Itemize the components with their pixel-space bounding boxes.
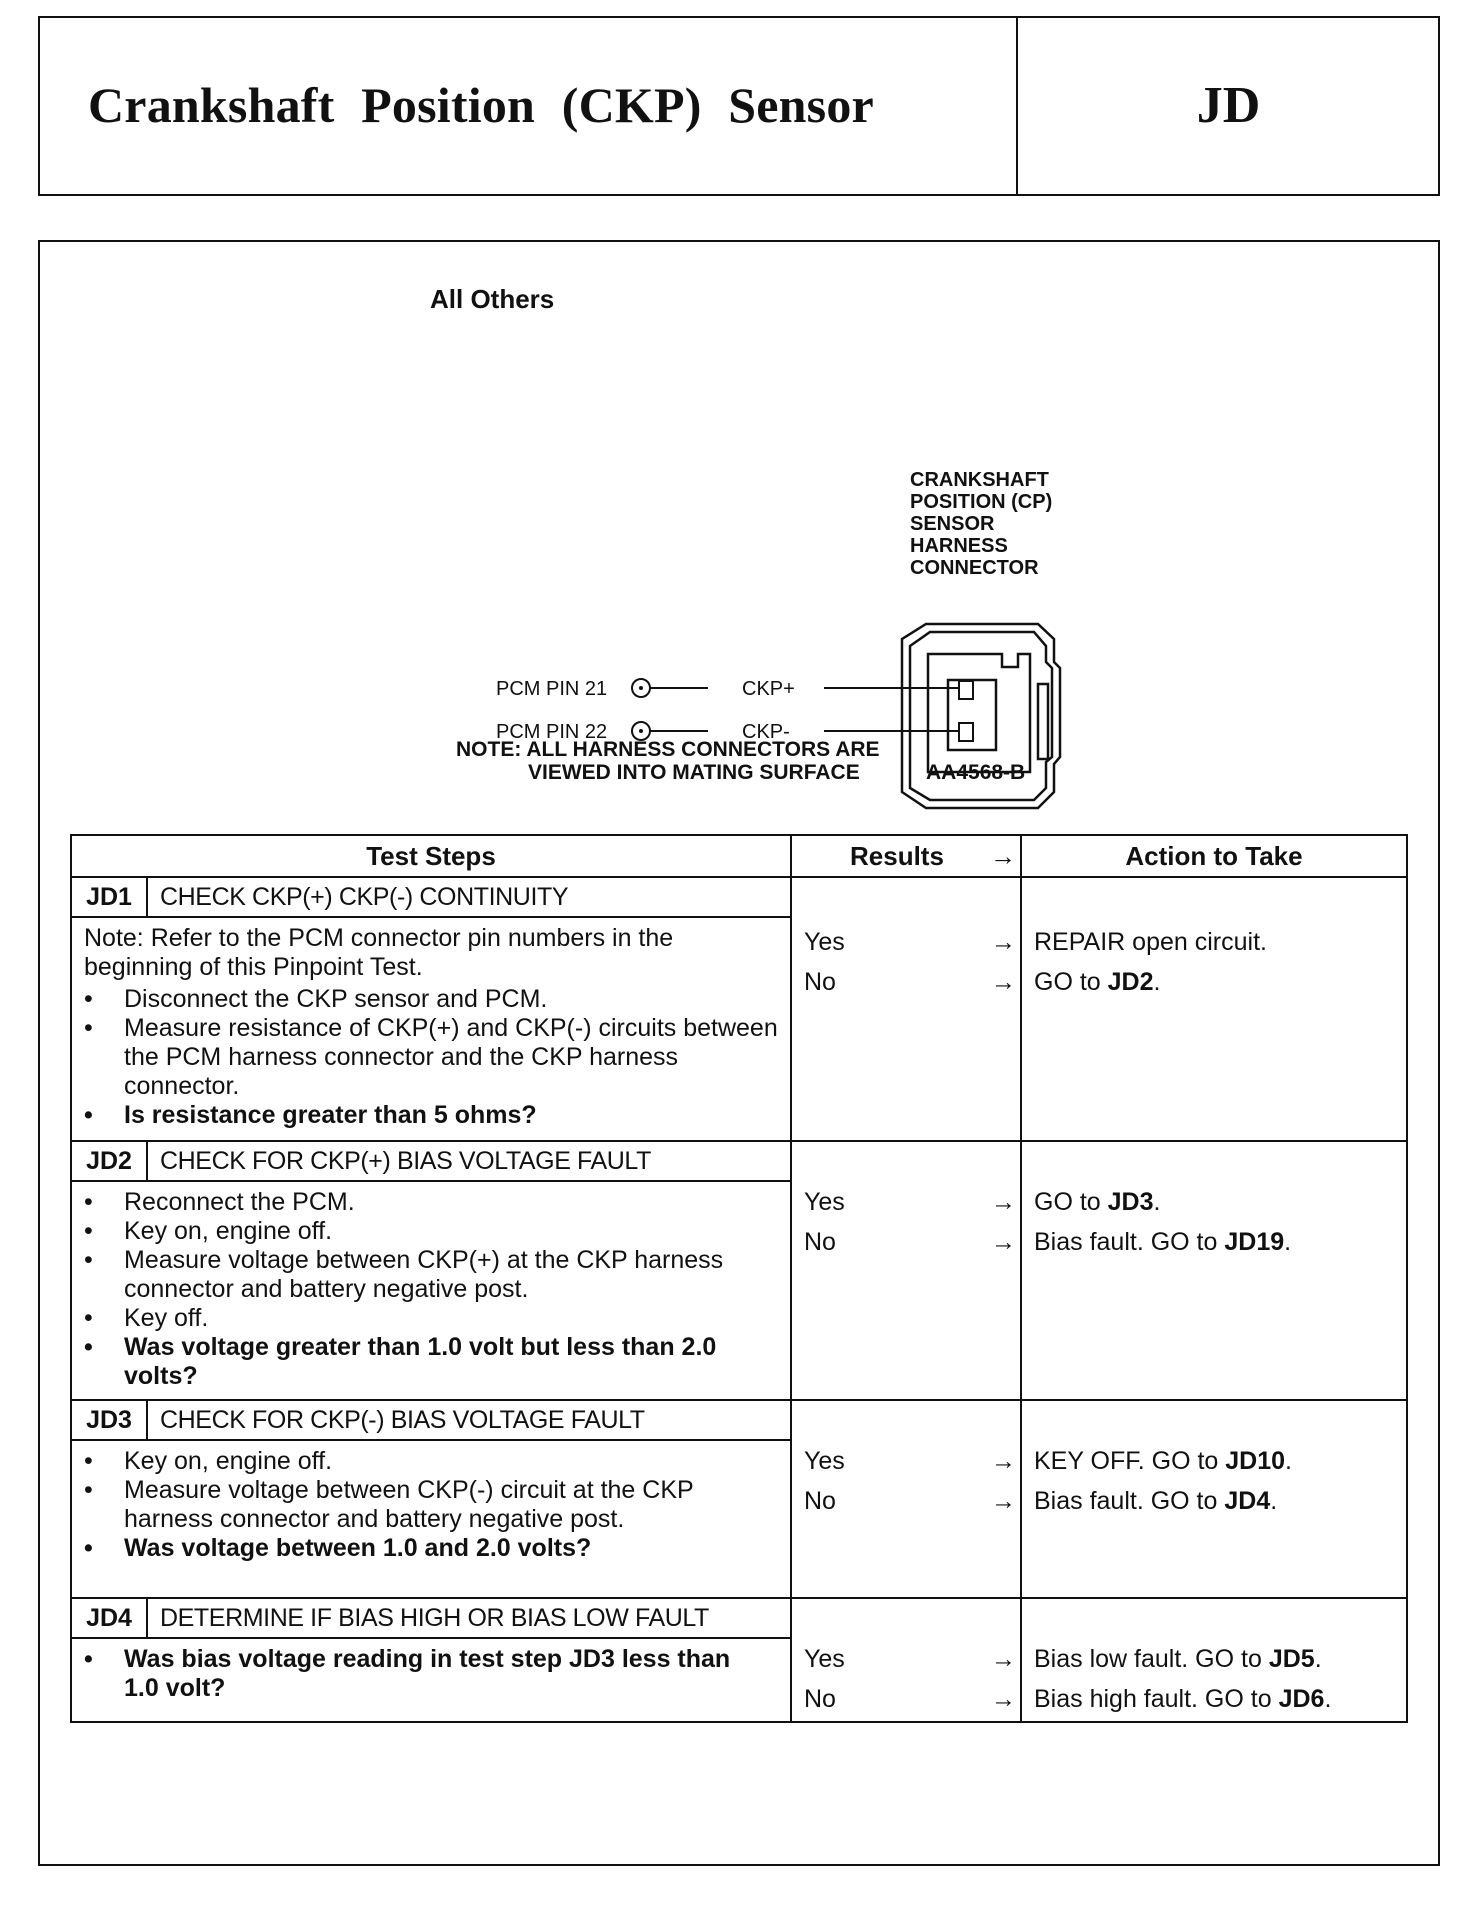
- header-divider: [1016, 18, 1018, 194]
- action-cell: [1022, 1599, 1406, 1721]
- action-tail: .: [1324, 1685, 1332, 1713]
- connector-label-line: CONNECTOR: [910, 557, 1039, 579]
- results-cell: [792, 878, 1022, 1140]
- result-label: Yes: [804, 928, 845, 956]
- signal-label: CKP+: [742, 678, 795, 700]
- step-title-bar: [72, 1401, 790, 1441]
- results-cell: [792, 1401, 1022, 1597]
- result-yes: [804, 1639, 1016, 1679]
- step-cell: [72, 1401, 792, 1597]
- step-title-bar: [72, 1142, 790, 1182]
- table-row: [72, 1401, 1406, 1599]
- arrow-right-icon: →: [991, 1645, 1016, 1673]
- pcm-pin-label: PCM PIN 22: [496, 721, 608, 743]
- step-title: CHECK FOR CKP(+) BIAS VOLTAGE FAULT: [160, 1147, 651, 1175]
- step-bullet: • Key on, engine off.: [84, 1217, 778, 1246]
- step-id: JD1: [72, 878, 148, 916]
- connector-label-line: CRANKSHAFT: [910, 469, 1049, 491]
- figure-subtitle: All Others: [430, 284, 555, 314]
- pin-terminal-dot: [639, 686, 643, 690]
- step-bullet: • Reconnect the PCM.: [84, 1188, 778, 1217]
- header-results: [792, 836, 1022, 876]
- result-label: Yes: [804, 1447, 845, 1475]
- signal-label: CKP-: [742, 721, 790, 743]
- action-text: [1034, 1679, 1331, 1719]
- step-cell: [72, 1599, 792, 1721]
- step-bullet: • Measure resistance of CKP(+) and CKP(-) circuits between the PCM harness connector and the CKP harness connector.: [84, 1014, 778, 1101]
- step-body: [72, 1182, 790, 1399]
- result-label: No: [804, 1487, 836, 1515]
- arrow-right-icon: →: [991, 1188, 1016, 1216]
- step-title-bar: [72, 878, 790, 918]
- pin-terminal-dot: [639, 729, 643, 733]
- action-text: [1034, 962, 1160, 1002]
- step-body: [72, 918, 790, 1138]
- step-id: JD2: [72, 1142, 148, 1180]
- page-header: [38, 16, 1440, 196]
- step-reference: JD10: [1225, 1447, 1286, 1475]
- table-header: [72, 836, 1406, 878]
- connector-label-line: POSITION (CP): [910, 491, 1053, 513]
- step-reference: JD19: [1224, 1228, 1285, 1256]
- step-question: • Was voltage between 1.0 and 2.0 volts?: [84, 1534, 778, 1563]
- page-title: Crankshaft Position (CKP) Sensor: [88, 77, 874, 133]
- connector-pin-cavity: [959, 723, 973, 741]
- table-row: [72, 1599, 1406, 1721]
- action-tail: .: [1285, 1447, 1292, 1475]
- action-text: [1034, 1639, 1322, 1679]
- action-label: GO to: [1034, 968, 1108, 996]
- step-title: CHECK CKP(+) CKP(-) CONTINUITY: [160, 883, 569, 911]
- results-cell: [792, 1142, 1022, 1399]
- action-text: [1034, 1182, 1160, 1222]
- step-question: • Was bias voltage reading in test step JD3 less than 1.0 volt?: [84, 1645, 778, 1703]
- step-note: Note: Refer to the PCM connector pin numbers in the beginning of this Pinpoint Test.: [84, 924, 674, 981]
- step-question: • Is resistance greater than 5 ohms?: [84, 1101, 778, 1130]
- step-title-bar: [72, 1599, 790, 1639]
- result-no: [804, 962, 1016, 1002]
- step-id: JD3: [72, 1401, 148, 1439]
- step-bullet: • Key on, engine off.: [84, 1447, 778, 1476]
- header-action: Action to Take: [1125, 841, 1303, 871]
- arrow-right-icon: →: [991, 928, 1016, 956]
- step-reference: JD4: [1224, 1487, 1271, 1515]
- result-no: [804, 1481, 1016, 1521]
- action-label: Bias high fault. GO to: [1034, 1685, 1279, 1713]
- step-bullet: • Key off.: [84, 1304, 778, 1333]
- action-label: Bias fault. GO to: [1034, 1487, 1225, 1515]
- action-tail: .: [1314, 1645, 1322, 1673]
- action-text: [1034, 1222, 1291, 1262]
- figure-note: [456, 738, 880, 784]
- test-steps-table: [70, 834, 1408, 1723]
- result-label: No: [804, 1685, 836, 1713]
- result-no: [804, 1679, 1016, 1719]
- table-row: [72, 1142, 1406, 1401]
- step-body: [72, 1639, 790, 1711]
- arrow-right-icon: →: [991, 1685, 1016, 1713]
- connector-label-line: HARNESS: [910, 535, 1008, 557]
- action-label: GO to: [1034, 1188, 1108, 1216]
- results-cell: [792, 1599, 1022, 1721]
- action-tail: .: [1153, 968, 1161, 996]
- step-body: [72, 1441, 790, 1571]
- arrow-right-icon: →: [990, 841, 1016, 871]
- header-test-steps: Test Steps: [72, 836, 792, 876]
- arrow-right-icon: →: [991, 1487, 1016, 1515]
- action-text: [1034, 1481, 1277, 1521]
- figure-note-line: NOTE: ALL HARNESS CONNECTORS ARE: [456, 738, 880, 761]
- connector-pin-cavity: [959, 681, 973, 699]
- action-text: [1034, 1441, 1292, 1481]
- arrow-right-icon: →: [991, 968, 1016, 996]
- step-cell: [72, 878, 792, 1140]
- action-tail: .: [1153, 1188, 1161, 1216]
- result-yes: [804, 1182, 1016, 1222]
- arrow-right-icon: →: [991, 1447, 1016, 1475]
- step-question: • Was voltage greater than 1.0 volt but less than 2.0 volts?: [84, 1333, 778, 1391]
- action-label: KEY OFF. GO to: [1034, 1447, 1226, 1475]
- figure-note-line: VIEWED INTO MATING SURFACE: [528, 761, 860, 784]
- step-title: CHECK FOR CKP(-) BIAS VOLTAGE FAULT: [160, 1406, 645, 1434]
- table-row: [72, 878, 1406, 1142]
- step-reference: JD5: [1268, 1645, 1315, 1673]
- action-tail: .: [1270, 1487, 1278, 1515]
- step-bullet: • Measure voltage between CKP(+) at the CKP harness connector and battery negative post.: [84, 1246, 778, 1304]
- connector-label-line: SENSOR: [910, 513, 995, 535]
- pcm-pin-label: PCM PIN 21: [496, 678, 608, 700]
- action-label: Bias fault. GO to: [1034, 1228, 1225, 1256]
- action-cell: [1022, 878, 1406, 1140]
- content-panel: [38, 240, 1440, 1866]
- action-label: REPAIR open circuit.: [1034, 928, 1267, 956]
- action-label: Bias low fault. GO to: [1034, 1645, 1269, 1673]
- connector-diagram: [440, 362, 1080, 862]
- action-cell: [1022, 1142, 1406, 1399]
- result-yes: [804, 922, 1016, 962]
- step-title: DETERMINE IF BIAS HIGH OR BIAS LOW FAULT: [160, 1604, 709, 1632]
- action-cell: [1022, 1401, 1406, 1597]
- figure-id: AA4568-B: [926, 761, 1026, 784]
- arrow-right-icon: →: [991, 1228, 1016, 1256]
- step-reference: JD3: [1107, 1188, 1154, 1216]
- header-results-label: Results: [850, 841, 944, 871]
- result-label: Yes: [804, 1645, 845, 1673]
- result-no: [804, 1222, 1016, 1262]
- result-label: Yes: [804, 1188, 845, 1216]
- step-id: JD4: [72, 1599, 148, 1637]
- step-bullet: • Disconnect the CKP sensor and PCM.: [84, 985, 778, 1014]
- action-tail: .: [1284, 1228, 1292, 1256]
- step-bullet: • Measure voltage between CKP(-) circuit at the CKP harness connector and battery negative post.: [84, 1476, 778, 1534]
- result-label: No: [804, 968, 836, 996]
- step-reference: JD2: [1107, 968, 1154, 996]
- result-yes: [804, 1441, 1016, 1481]
- step-cell: [72, 1142, 792, 1399]
- result-label: No: [804, 1228, 836, 1256]
- section-code: JD: [1196, 77, 1261, 134]
- step-reference: JD6: [1278, 1685, 1325, 1713]
- action-text: [1034, 922, 1267, 962]
